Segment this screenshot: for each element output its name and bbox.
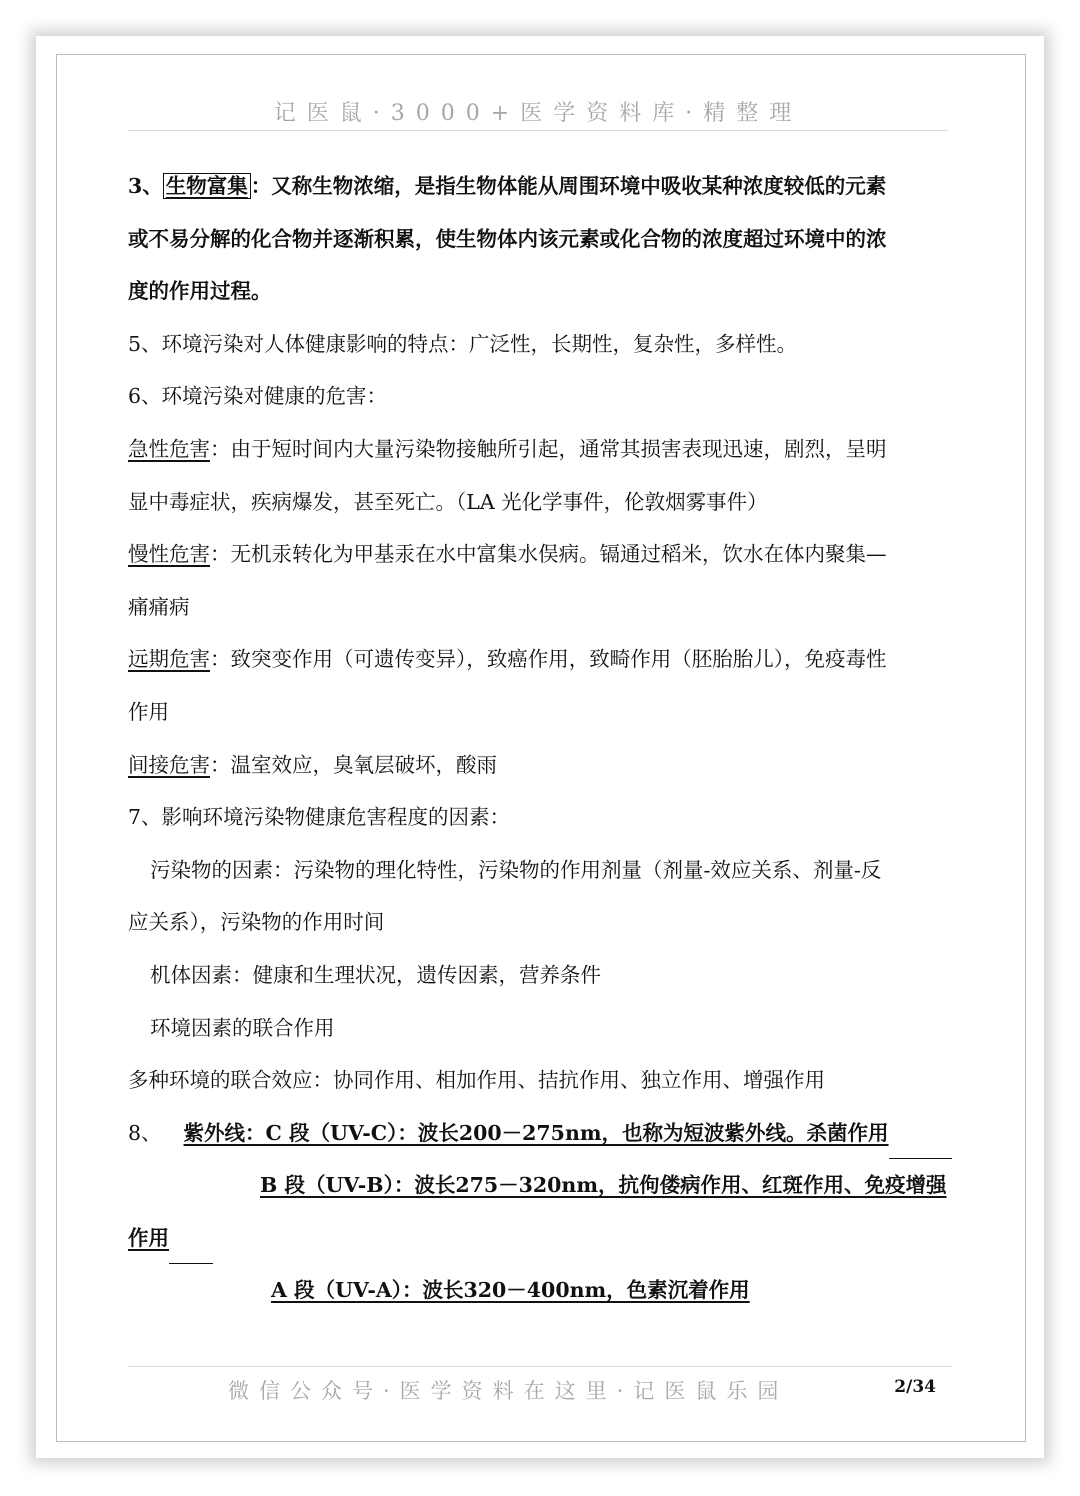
item-3-number: 3、 xyxy=(128,174,163,198)
uv-c-text: 紫外线：C 段（UV-C）：波长200－275nm，也称为短波紫外线。杀菌作用 xyxy=(183,1120,889,1145)
item-3-line-2: 或不易分解的化合物并逐渐积累，使生物体内该元素或化合物的浓度超过环境中的浓 xyxy=(128,226,887,251)
uv-b-line-1 xyxy=(128,1159,952,1212)
acute-harm-text: ：由于短时间内大量污染物接触所引起，通常其损害表现迅速，剧烈，呈明 xyxy=(210,436,887,461)
document-body xyxy=(128,160,952,1317)
uv-b-text-cont: 作用 xyxy=(128,1225,169,1250)
uv-b-underline-fill xyxy=(169,1233,213,1264)
pollutant-factor-line-2: 应关系），污染物的作用时间 xyxy=(128,910,385,935)
item-5: 5、环境污染对人体健康影响的特点：广泛性，长期性，复杂性，多样性。 xyxy=(128,331,798,356)
uv-b-line-2 xyxy=(128,1212,952,1265)
item-8-number: 8、 xyxy=(128,1120,162,1145)
term-bioaccumulation: 生物富集 xyxy=(163,173,251,199)
item-3-line-1 xyxy=(128,160,952,213)
footer-text: 微信公众号·医学资料在这里·记医鼠乐园 xyxy=(228,1379,789,1403)
pollutant-factor-line-1: 污染物的因素：污染物的理化特性，污染物的作用剂量（剂量-效应关系、剂量-反 xyxy=(150,857,882,882)
acute-harm-label: 急性危害 xyxy=(128,436,210,461)
uv-b-text: B 段（UV-B）：波长275－320nm，抗佝偻病作用、红斑作用、免疫增强 xyxy=(260,1173,947,1198)
page-header: 记医鼠·3000+医学资料库·精整理 xyxy=(128,96,948,131)
chronic-harm-text: ：无机汞转化为甲基汞在水中富集水俣病。镉通过稻米，饮水在体内聚集— xyxy=(210,542,887,567)
indirect-harm-line xyxy=(128,739,952,792)
longterm-harm-line-2: 作用 xyxy=(128,699,169,724)
item-6-title: 6、环境污染对健康的危害： xyxy=(128,384,388,409)
chronic-harm-label: 慢性危害 xyxy=(128,542,210,567)
page-number: 2/34 xyxy=(894,1377,936,1397)
longterm-harm-text: ：致突变作用（可遗传变异），致癌作用，致畸作用（胚胎胎儿），免疫毒性 xyxy=(210,647,887,672)
acute-harm-line-2: 显中毒症状，疾病爆发，甚至死亡。（LA 光化学事件，伦敦烟雾事件） xyxy=(128,489,768,514)
uv-a-text: A 段（UV-A）：波长320－400nm，色素沉着作用 xyxy=(271,1278,750,1303)
acute-harm-line-1 xyxy=(128,423,952,476)
indirect-harm-label: 间接危害 xyxy=(128,752,210,777)
item-7-title: 7、影响环境污染物健康危害程度的因素： xyxy=(128,805,511,830)
document-page xyxy=(36,36,1044,1458)
indirect-harm-text: ：温室效应，臭氧层破坏，酸雨 xyxy=(210,752,497,777)
longterm-harm-line-1 xyxy=(128,633,952,686)
page-footer xyxy=(128,1366,952,1407)
chronic-harm-line-1 xyxy=(128,528,952,581)
chronic-harm-line-2: 痛痛病 xyxy=(128,594,190,619)
combined-effects: 多种环境的联合效应：协同作用、相加作用、拮抗作用、独立作用、增强作用 xyxy=(128,1068,825,1093)
body-factor: 机体因素：健康和生理状况，遗传因素，营养条件 xyxy=(150,962,601,987)
item-3-definition: ：又称生物浓缩，是指生物体能从周围环境中吸收某种浓度较低的元素 xyxy=(250,174,887,198)
environment-factor: 环境因素的联合作用 xyxy=(150,1015,335,1040)
uv-c-line xyxy=(128,1107,952,1160)
uv-a-line xyxy=(128,1264,952,1317)
uv-c-underline-fill xyxy=(889,1128,952,1159)
item-3-line-3: 度的作用过程。 xyxy=(128,279,272,304)
longterm-harm-label: 远期危害 xyxy=(128,647,210,672)
